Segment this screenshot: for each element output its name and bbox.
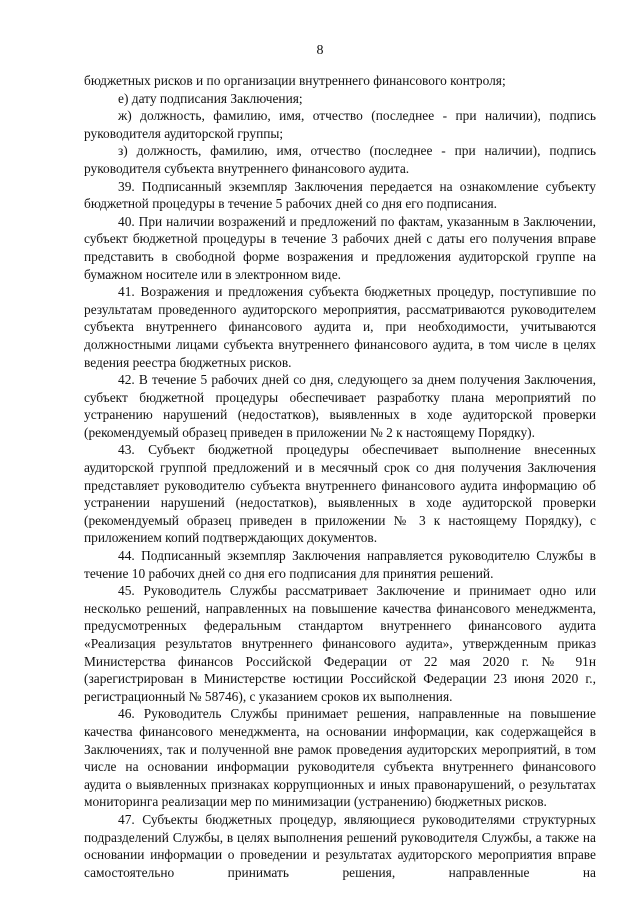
paragraph-40: 40. При наличии возражений и предложений по фактам, указанным в Заключении, субъект бюджетной процедуры в течение 3 рабочих дней с даты его получения вправе представить в свободной форме возражения и предложения аудиторской группе на бумажном носителе или в электронном виде. xyxy=(84,213,596,282)
paragraph-item-zh: ж) должность, фамилию, имя, отчество (последнее - при наличии), подпись руководителя аудиторской группы; xyxy=(84,108,596,141)
paragraph-47: 47. Субъекты бюджетных процедур, являющиеся руководителями структурных подразделений Службы, в целях выполнения решений руководителя Службы, а также на основании информации о проведении и результатах аудиторского мероприятия вправе самостоятельно принимать решения, направленные на xyxy=(84,811,596,880)
paragraph-39: 39. Подписанный экземпляр Заключения передается на ознакомление субъекту бюджетной процедуры в течение 5 рабочих дней со дня его подписания. xyxy=(84,178,596,212)
paragraph-45: 45. Руководитель Службы рассматривает Заключение и принимает одно или несколько решений, направленных на повышение качества финансового менеджмента, предусмотренных федеральным стандартом внутреннего финансового аудита «Реализация результатов внутреннего финансового аудита», утвержденным приказ Министерства финансов Российской Федерации от 22 мая 2020 г. № 91н (зарегистрирован в Министерстве юстиции Российской Федерации 23 июня 2020 г., регистрационный № 58746), с указанием сроков их выполнения. xyxy=(84,583,596,704)
paragraph-item-e: е) дату подписания Заключения; xyxy=(118,90,303,106)
paragraph-item-z: з) должность, фамилию, имя, отчество (последнее - при наличии), подпись руководителя субъекта внутреннего финансового аудита. xyxy=(84,143,596,176)
paragraph-continuation: бюджетных рисков и по организации внутреннего финансового контроля; xyxy=(84,73,506,88)
paragraph-44: 44. Подписанный экземпляр Заключения направляется руководителю Службы в течение 10 рабочих дней со дня его подписания для принятия решений. xyxy=(84,548,596,581)
document-body xyxy=(84,72,596,881)
paragraph-42: 42. В течение 5 рабочих дней со дня, следующего за днем получения Заключения, субъект бюджетной процедуры обеспечивает разработку плана мероприятий по устранению нарушений (недостатков), выявленных в ходе аудиторской проверки (рекомендуемый образец приведен в приложении № 2 к настоящему Порядку). xyxy=(84,372,596,440)
paragraph-46: 46. Руководитель Службы принимает решения, направленные на повышение качества финансового менеджмента, на основании информации, как содержащейся в Заключениях, так и полученной вне рамок проведения аудиторских мероприятий, в том числе на основании информации руководителя субъекта внутреннего финансового аудита о выявленных признаках коррупционных и иных правонарушений, о результатах мониторинга реализации мер по минимизации (устранению) бюджетных рисков. xyxy=(84,706,596,810)
paragraph-41: 41. Возражения и предложения субъекта бюджетных процедур, поступившие по результатам проведенного аудиторского мероприятия, рассматриваются руководителем субъекта внутреннего финансового аудита и, при необходимости, учитываются должностными лицами субъекта внутреннего финансового аудита, в том числе в целях ведения реестра бюджетных рисков. xyxy=(84,284,596,370)
page-number: 8 xyxy=(316,43,324,58)
paragraph-43: 43. Субъект бюджетной процедуры обеспечивает выполнение внесенных аудиторской группой предложений и в месячный срок со дня получения Заключения представляет руководителю субъекта внутреннего финансового аудита информацию об устранении нарушений (недостатков), выявленных в ходе аудиторской проверки (рекомендуемый образец приведен в приложении № 3 к настоящему Порядку), с приложением копий подтверждающих документов. xyxy=(84,442,596,546)
